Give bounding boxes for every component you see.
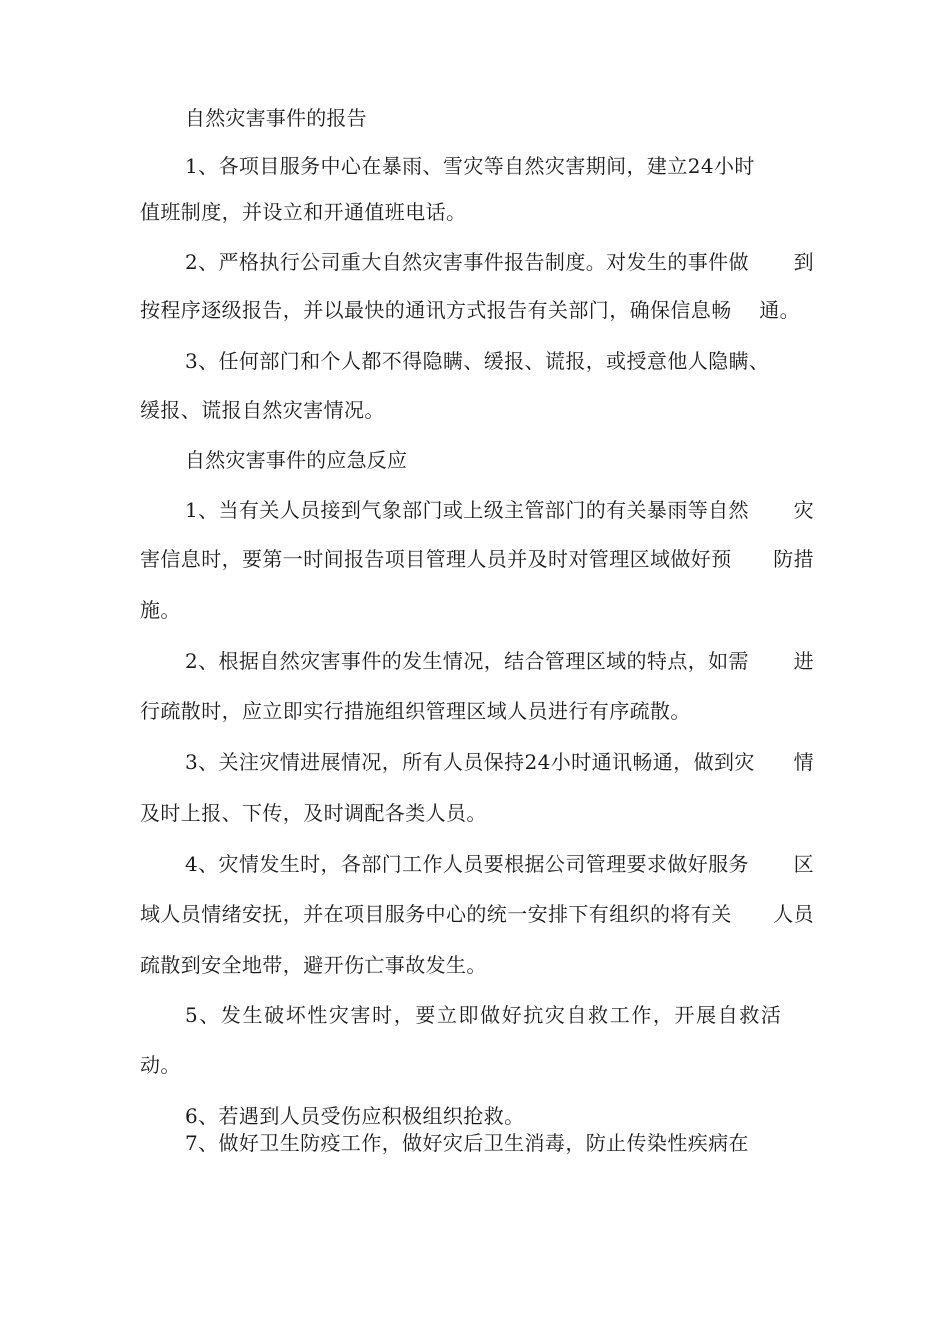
response-item-1-line-2-tail: 防措 [773, 547, 814, 571]
report-item-2-line-2-tail: 通。 [759, 298, 800, 322]
response-item-4-line-1-text: 4、灾情发生时，各部门工作人员要根据公司管理要求做好服务 [185, 852, 749, 876]
response-item-5-line-2: 动。 [140, 1053, 181, 1077]
response-item-2-line-1-text: 2、根据自然灾害事件的发生情况，结合管理区域的特点，如需 [185, 649, 749, 673]
response-item-3-line-1-tail: 情 [793, 750, 814, 774]
response-item-1-line-3: 施。 [140, 598, 181, 622]
response-item-2-line-2: 行疏散时，应立即实行措施组织管理区域人员进行有序疏散。 [140, 699, 691, 723]
response-item-3-line-2: 及时上报、下传，及时调配各类人员。 [140, 801, 487, 825]
response-item-2-line-1 [185, 649, 814, 673]
response-item-4-line-2-text: 域人员情绪安抚，并在项目服务中心的统一安排下有组织的将有关 [140, 902, 732, 926]
report-item-1-line-1: 1、各项目服务中心在暴雨、雪灾等自然灾害期间，建立24小时 [185, 154, 755, 178]
response-item-4-line-2-tail: 人员 [773, 902, 814, 926]
report-item-2-line-2 [140, 298, 800, 322]
response-item-6-line-1: 6、若遇到人员受伤应积极组织抢救。 [185, 1104, 525, 1128]
response-item-4-line-2 [140, 902, 814, 926]
response-item-3-line-1 [185, 750, 814, 774]
response-item-1-line-1 [185, 498, 814, 522]
response-item-4-line-1 [185, 852, 814, 876]
response-item-4-line-3: 疏散到安全地带，避开伤亡事故发生。 [140, 953, 487, 977]
section-title-response: 自然灾害事件的应急反应 [185, 448, 408, 472]
response-item-5-line-1: 5、发生破坏性灾害时，要立即做好抗灾自救工作，开展自救活 [185, 1003, 783, 1027]
report-item-3-line-2: 缓报、谎报自然灾害情况。 [140, 398, 385, 422]
report-item-2-line-1-text: 2、严格执行公司重大自然灾害事件报告制度。对发生的事件做 [185, 250, 749, 274]
response-item-1-line-2-text: 害信息时，要第一时间报告项目管理人员并及时对管理区域做好预 [140, 547, 732, 571]
report-item-2-line-1-tail: 到 [793, 250, 814, 274]
section-title-report: 自然灾害事件的报告 [185, 106, 367, 130]
response-item-1-line-2 [140, 547, 814, 571]
response-item-3-line-1-text: 3、关注灾情进展情况，所有人员保持24小时通讯畅通，做到灾 [185, 750, 755, 774]
report-item-2-line-2-text: 按程序逐级报告，并以最快的通讯方式报告有关部门，确保信息畅 [140, 298, 732, 322]
response-item-1-line-1-text: 1、当有关人员接到气象部门或上级主管部门的有关暴雨等自然 [185, 498, 749, 522]
report-item-2-line-1 [185, 250, 814, 274]
response-item-1-line-1-tail: 灾 [793, 498, 814, 522]
response-item-7-line-1: 7、做好卫生防疫工作，做好灾后卫生消毒，防止传染性疾病在 [185, 1131, 749, 1155]
response-item-4-line-1-tail: 区 [793, 852, 814, 876]
response-item-2-line-1-tail: 进 [793, 649, 814, 673]
report-item-1-line-2: 值班制度，并设立和开通值班电话。 [140, 200, 467, 224]
report-item-3-line-1: 3、任何部门和个人都不得隐瞒、缓报、谎报，或授意他人隐瞒、 [185, 349, 770, 373]
